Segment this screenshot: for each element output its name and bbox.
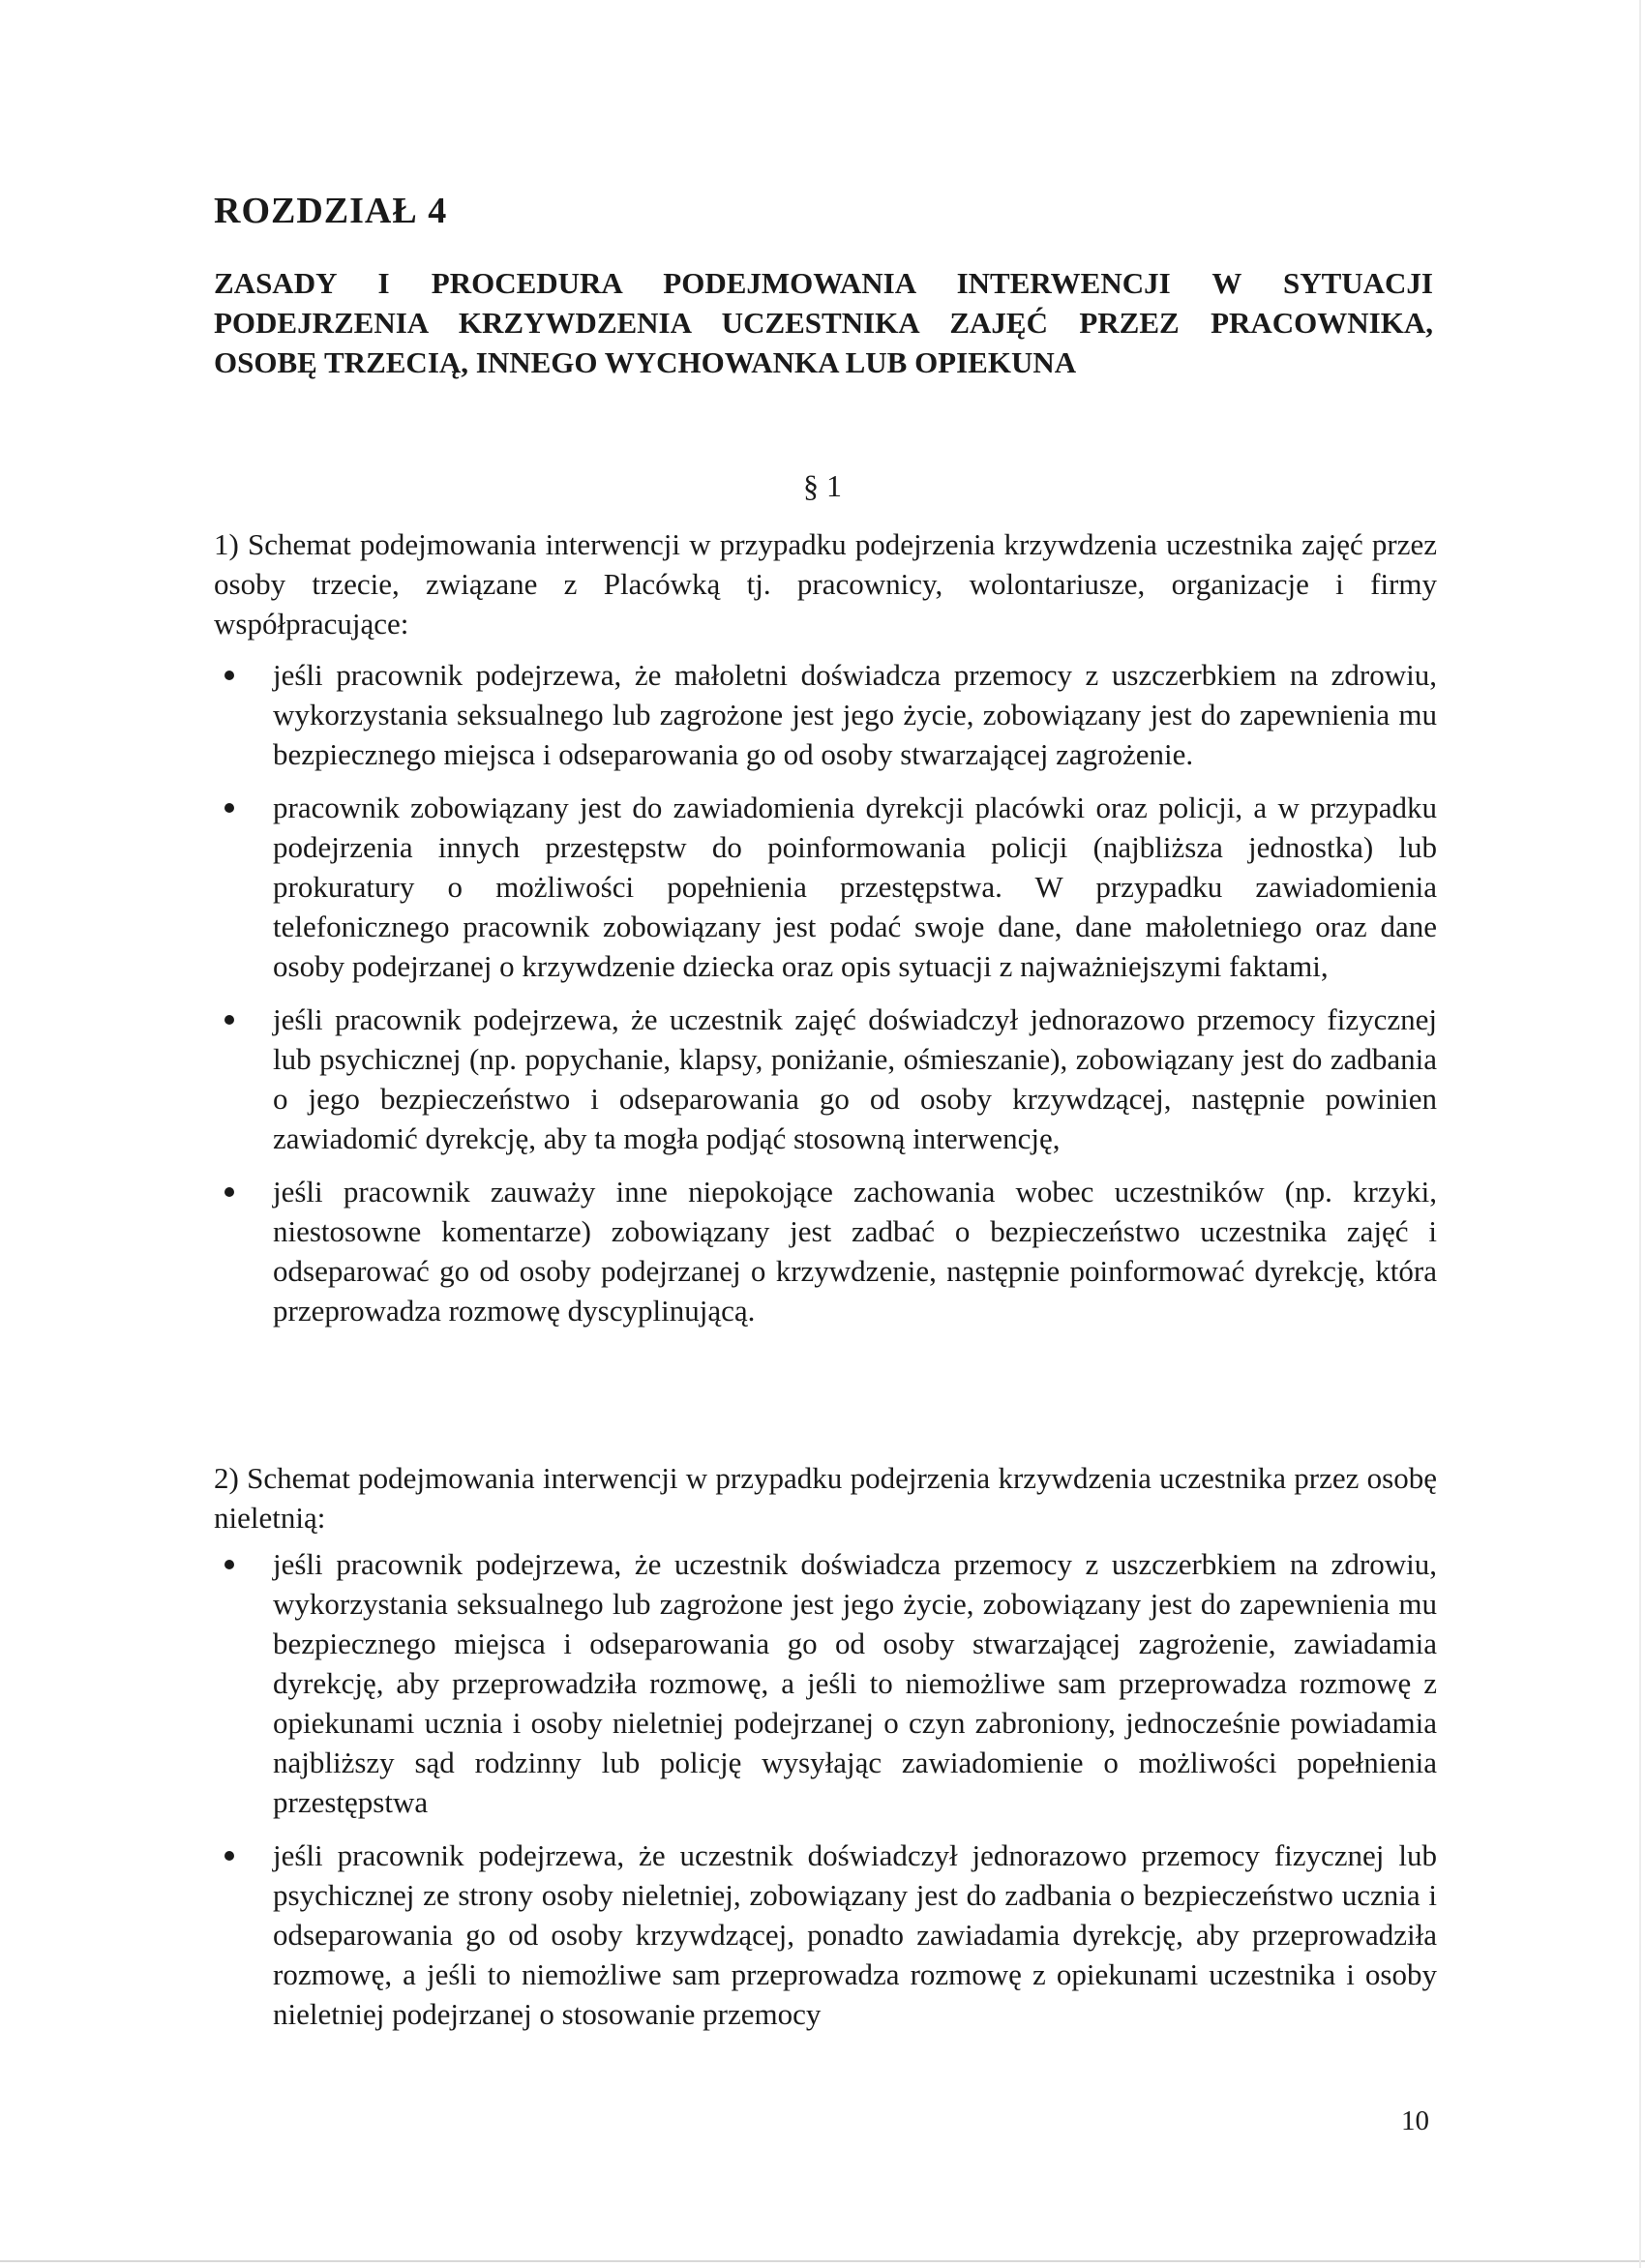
- paragraph-mark: § 1: [803, 468, 842, 503]
- scan-edge-line: [0, 2260, 1645, 2262]
- list-item: [214, 1172, 1437, 1330]
- bullet-icon: [224, 671, 234, 680]
- list-item-text: jeśli pracownik podejrzewa, że uczestnik doświadcza przemocy z uszczerbkiem na zdrowiu, wykorzystania seksualnego lub zagrożone jest jego życie, zobowiązany jest do zapewnienia mu bezpiecznego miejsca i odseparowania go od osoby stwarzającej zagrożenie, zawiadamia dyrekcję, aby przeprowadziła rozmowę, a jeśli to niemożliwe sam przeprowadza rozmowę z opiekunami ucznia i osoby nieletniej podejrzanej o czyn zabroniony, jednocześnie powiadamia najbliższy sąd rodzinny lub policję wysyłając zawiadomienie o możliwości popełnienia przestępstwa: [273, 1547, 1437, 1819]
- list-item-text: pracownik zobowiązany jest do zawiadomienia dyrekcji placówki oraz policji, a w przypadku podejrzenia innych przestępstw do poinformowania policji (najbliższa jednostka) lub prokuratury o możliwości popełnienia przestępstwa. W przypadku zawiadomienia telefonicznego pracownik zobowiązany jest podać swoje dane, dane małoletniego oraz dane osoby podejrzanej o krzywdzenie dziecka oraz opis sytuacji z najważniejszymi faktami,: [273, 791, 1437, 983]
- list-item-text: jeśli pracownik podejrzewa, że uczestnik doświadczył jednorazowo przemocy fizycznej lub psychicznej ze strony osoby nieletniej, zobowiązany jest do zadbania o bezpieczeństwo ucznia i odseparowania go od osoby krzywdzącej, ponadto zawiadamia dyrekcję, aby przeprowadziła rozmowę, a jeśli to niemożliwe sam przeprowadza rozmowę z opiekunami uczestnika i osoby nieletniej podejrzanej o stosowanie przemocy: [273, 1838, 1437, 2031]
- list-item-text: jeśli pracownik podejrzewa, że uczestnik zajęć doświadczył jednorazowo przemocy fizycznej lub psychicznej (np. popychanie, klapsy, poniżanie, ośmieszanie), zobowiązany jest do zadbania o jego bezpieczeństwo i odseparowania go od osoby krzywdzącej, następnie powinien zawiadomić dyrekcję, aby ta mogła podjąć stosowną interwencję,: [273, 1002, 1437, 1155]
- bullet-icon: [224, 803, 234, 813]
- scan-edge-line: [1639, 0, 1641, 2268]
- chapter-title: [214, 263, 1433, 382]
- section-1-intro: 1) Schemat podejmowania interwencji w przypadku podejrzenia krzywdzenia uczestnika zajęć przez osoby trzecie, związane z Placówką tj. pracownicy, wolontariusze, organizacje i firmy współpracujące:: [214, 527, 1437, 641]
- bullet-icon: [224, 1851, 234, 1861]
- list-item-text: jeśli pracownik zauważy inne niepokojące zachowania wobec uczestników (np. krzyki, niestosowne komentarze) zobowiązany jest zadbać o bezpieczeństwo uczestnika zajęć i odseparować go od osoby podejrzanej o krzywdzenie, następnie poinformować dyrekcję, która przeprowadza rozmowę dyscyplinującą.: [273, 1175, 1437, 1328]
- section-2-list: [214, 1544, 1437, 2047]
- chapter-heading: ROZDZIAŁ 4: [214, 191, 448, 231]
- title-line: OSOBĘ TRZECIĄ, INNEGO WYCHOWANKA LUB OPIEKUNA: [214, 345, 1077, 379]
- bullet-icon: [224, 1015, 234, 1025]
- title-line: ZASADY I PROCEDURA PODEJMOWANIA INTERWENCJI W SYTUACJI: [214, 266, 1433, 300]
- bullet-icon: [224, 1187, 234, 1197]
- list-item: [214, 788, 1437, 986]
- section-1-list: [214, 655, 1437, 1344]
- list-item-text: jeśli pracownik podejrzewa, że małoletni doświadcza przemocy z uszczerbkiem na zdrowiu, wykorzystania seksualnego lub zagrożone jest jego życie, zobowiązany jest do zapewnienia mu bezpiecznego miejsca i odseparowania go od osoby stwarzającej zagrożenie.: [273, 658, 1437, 771]
- list-item: [214, 655, 1437, 774]
- list-item: [214, 1835, 1437, 2034]
- bullet-icon: [224, 1560, 234, 1569]
- title-line: PODEJRZENIA KRZYWDZENIA UCZESTNIKA ZAJĘĆ PRZEZ PRACOWNIKA,: [214, 306, 1433, 340]
- page-number: 10: [1401, 2105, 1429, 2136]
- list-item: [214, 1000, 1437, 1158]
- section-2-intro: 2) Schemat podejmowania interwencji w przypadku podejrzenia krzywdzenia uczestnika przez osobę nieletnią:: [214, 1461, 1437, 1535]
- list-item: [214, 1544, 1437, 1822]
